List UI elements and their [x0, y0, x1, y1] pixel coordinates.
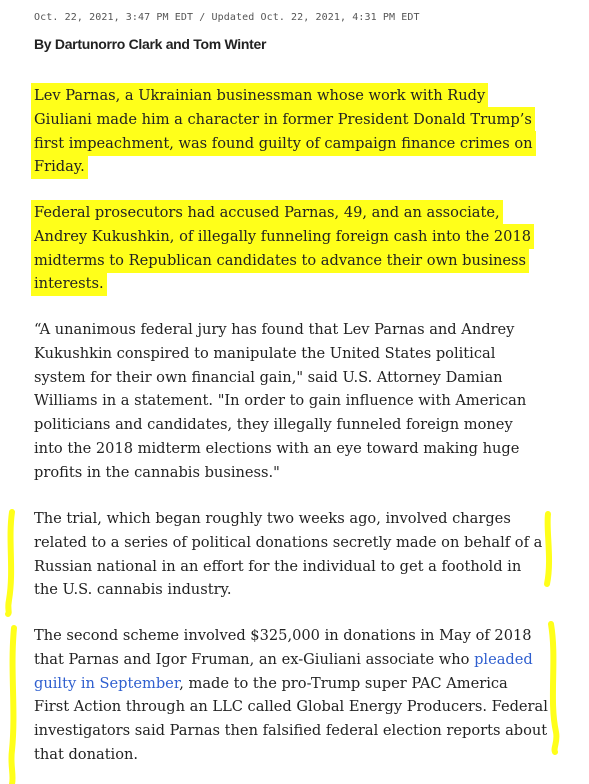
paragraph-5-line-1: The second scheme involved $325,000 in donations in May of 2018 [34, 627, 532, 644]
paragraph-4-line-1: The trial, which began roughly two weeks ago, involved charges [34, 510, 511, 527]
paragraph-2 [34, 201, 554, 296]
paragraph-3-line-3: system for their own financial gain," said U.S. Attorney Damian [34, 368, 503, 386]
paragraph-3-line-5: politicians and candidates, they illegally funneled foreign money [34, 416, 513, 434]
paragraph-3-line-4: Williams in a statement. "In order to gain influence with American [34, 392, 527, 410]
paragraph-2-line-3: midterms to Republican candidates to advance their own business [34, 251, 527, 269]
paragraph-5-line-3-text: , made to the pro-Trump super PAC America [179, 674, 508, 692]
article-byline: By Dartunorro Clark and Tom Winter [34, 36, 267, 52]
paragraph-1-line-3: first impeachment, was found guilty of campaign finance crimes on [34, 134, 533, 152]
paragraph-1 [34, 84, 554, 179]
right-bracket-scribble-lower [551, 624, 556, 752]
pleaded-guilty-link-part-1[interactable]: pleaded [474, 650, 533, 668]
article-dateline: Oct. 22, 2021, 3:47 PM EDT / Updated Oct. 22, 2021, 4:31 PM EDT [34, 12, 420, 23]
paragraph-2-line-1: Federal prosecutors had accused Parnas, 49, and an associate, [34, 204, 500, 221]
left-bracket-scribble-lower [11, 628, 14, 784]
left-bracket-scribble-upper [8, 512, 12, 614]
paragraph-4-line-2: related to a series of political donations secretly made on behalf of a [34, 533, 543, 551]
paragraph-1-line-4: Friday. [34, 158, 85, 176]
paragraph-2-line-2: Andrey Kukushkin, of illegally funneling foreign cash into the 2018 [34, 227, 532, 245]
paragraph-3-line-2: Kukushkin conspired to manipulate the United States political [34, 344, 496, 362]
paragraph-5-line-4: First Action through an LLC called Global Energy Producers. Federal [34, 698, 548, 716]
paragraph-5-line-2-text: that Parnas and Igor Fruman, an ex-Giuliani associate who [34, 650, 475, 668]
pleaded-guilty-link-part-2[interactable]: guilty in September [34, 674, 180, 692]
yellow-marker-scribbles [0, 500, 589, 784]
paragraph-4-line-3: Russian national in an effort for the individual to get a foothold in [34, 557, 522, 575]
paragraph-3-line-6: into the 2018 midterm elections with an eye toward making huge [34, 439, 520, 457]
paragraph-5-line-5: investigators said Parnas then falsified federal election reports about [34, 722, 548, 740]
paragraph-1-line-2: Giuliani made him a character in former President Donald Trump’s [34, 110, 532, 128]
paragraph-3 [34, 318, 554, 485]
right-bracket-scribble-upper [547, 514, 549, 584]
paragraph-1-line-1: Lev Parnas, a Ukrainian businessman whose work with Rudy [34, 87, 486, 104]
paragraph-5-line-6: that donation. [34, 745, 139, 763]
paragraph-3-line-1: “A unanimous federal jury has found that Lev Parnas and Andrey [34, 321, 515, 338]
paragraph-3-line-7: profits in the cannabis business." [34, 463, 280, 481]
paragraph-4-line-4: the U.S. cannabis industry. [34, 581, 232, 599]
paragraph-2-line-4: interests. [34, 275, 104, 293]
